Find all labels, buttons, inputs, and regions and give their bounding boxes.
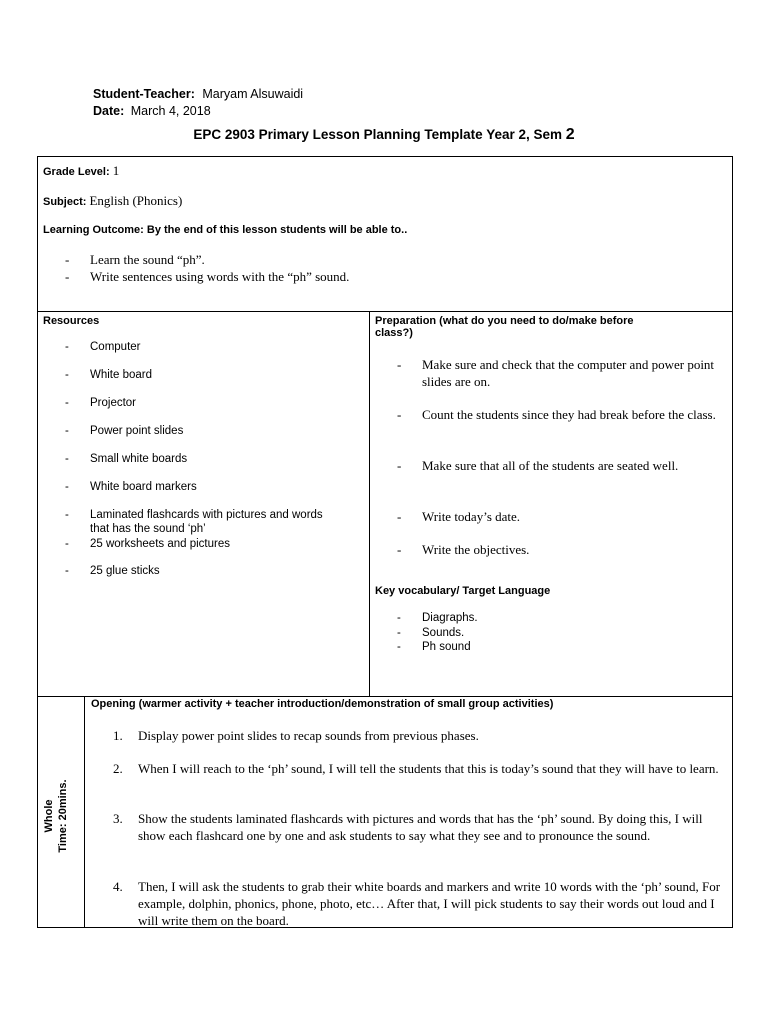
side-label-whole: Whole [43, 799, 55, 833]
grade-label: Grade Level: [43, 166, 110, 178]
opening-heading: Opening (warmer activity + teacher introduction/demonstration of small group activities) [91, 698, 554, 710]
date-line [93, 104, 211, 118]
subject-value: English (Phonics) [89, 193, 183, 208]
grade-value: 1 [112, 163, 120, 178]
title-main: EPC 2903 Primary Lesson Planning Template Year 2, Sem [193, 127, 566, 142]
side-label [42, 776, 82, 856]
grade-level [43, 163, 119, 179]
student-teacher-value: Maryam Alsuwaidi [202, 87, 304, 101]
preparation-heading: Preparation (what do you need to do/make before class?) [375, 315, 634, 339]
side-col-divider [84, 696, 85, 928]
date-label: Date: [93, 104, 125, 118]
table-divider-1 [37, 311, 733, 312]
student-teacher-label: Student-Teacher: [93, 87, 195, 101]
title-sem-number: 2 [565, 126, 575, 143]
table-divider-2 [37, 696, 733, 697]
side-label-time: Time: 20mins. [57, 779, 69, 853]
table-col-divider [369, 311, 370, 696]
student-teacher-line [93, 87, 303, 101]
subject-label: Subject: [43, 196, 87, 208]
learning-outcome-heading: Learning Outcome: By the end of this lesson students will be able to.. [43, 224, 408, 236]
date-value: March 4, 2018 [130, 104, 211, 118]
subject [43, 193, 182, 209]
vocabulary-heading: Key vocabulary/ Target Language [375, 585, 551, 597]
page-title [0, 126, 768, 144]
resources-heading: Resources [43, 315, 100, 327]
